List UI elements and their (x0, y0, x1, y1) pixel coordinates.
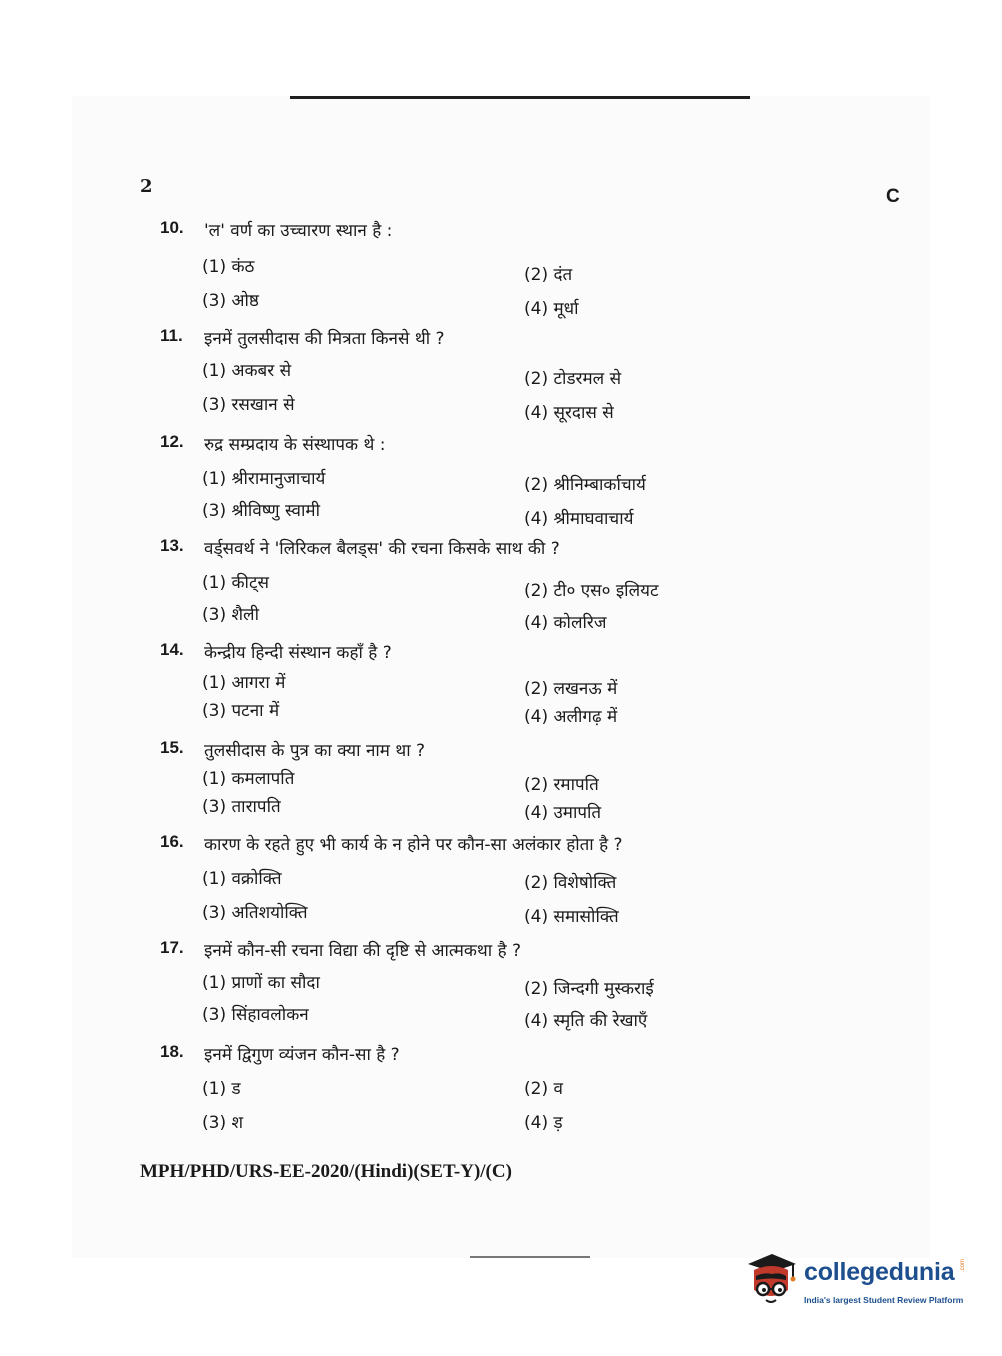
question-text: तुलसीदास के पुत्र का क्या नाम था ? (204, 741, 426, 761)
option-2: (2) जिन्दगी मुस्कराई (524, 979, 654, 999)
collegedunia-watermark[interactable] (742, 1250, 972, 1316)
question-number: 14. (160, 640, 184, 659)
option-4: (4) समासोक्ति (524, 907, 619, 927)
option-4: (4) ड़ (524, 1113, 563, 1133)
question-number: 15. (160, 738, 184, 757)
option-2: (2) दंत (524, 265, 573, 285)
option-3: (3) ओष्ठ (202, 291, 259, 311)
question-number: 16. (160, 832, 184, 851)
set-code: C (886, 186, 900, 207)
brand-tagline: India's largest Student Review Platform (804, 1295, 964, 1305)
exam-sheet (72, 96, 930, 1258)
option-1: (1) वक्रोक्ति (202, 869, 282, 889)
option-1: (1) श्रीरामानुजाचार्य (202, 469, 326, 489)
footer-paper-code: MPH/PHD/URS-EE-2020/(Hindi)(SET-Y)/(C) (140, 1161, 512, 1182)
option-1: (1) प्राणों का सौदा (202, 973, 320, 993)
option-3: (3) शैली (202, 605, 259, 625)
option-2: (2) व (524, 1079, 563, 1099)
question-text: 'ल' वर्ण का उच्चारण स्थान है : (204, 221, 393, 241)
question-text: केन्द्रीय हिन्दी संस्थान कहाँ है ? (204, 643, 392, 663)
student-mascot-icon (742, 1250, 800, 1310)
option-4: (4) सूरदास से (524, 403, 614, 423)
option-2: (2) विशेषोक्ति (524, 873, 617, 893)
option-2: (2) रमापति (524, 775, 599, 795)
option-3: (3) अतिशयोक्ति (202, 903, 308, 923)
option-1: (1) कीट्स (202, 573, 270, 593)
option-4: (4) कोलरिज (524, 613, 607, 633)
option-1: (1) आगरा में (202, 673, 286, 693)
top-rule (290, 96, 750, 99)
option-2: (2) लखनऊ में (524, 679, 618, 699)
question-number: 11. (160, 326, 183, 345)
option-1: (1) अकबर से (202, 361, 292, 381)
option-3: (3) सिंहावलोकन (202, 1005, 309, 1025)
option-1: (1) कंठ (202, 257, 255, 277)
option-2: (2) श्रीनिम्बार्काचार्य (524, 475, 646, 495)
question-text: इनमें कौन-सी रचना विद्या की दृष्टि से आत्मकथा है ? (204, 941, 522, 961)
page-number: 2 (140, 176, 153, 197)
question-number: 13. (160, 536, 184, 555)
option-1: (1) कमलापति (202, 769, 295, 789)
option-4: (4) उमापति (524, 803, 602, 823)
option-3: (3) तारापति (202, 797, 281, 817)
brand-suffix: .com (960, 1258, 966, 1272)
option-4: (4) मूर्धा (524, 299, 579, 319)
question-text: इनमें तुलसीदास की मित्रता किनसे थी ? (204, 329, 445, 349)
option-1: (1) ड (202, 1079, 241, 1099)
option-3: (3) पटना में (202, 701, 280, 721)
option-4: (4) स्मृति की रेखाएँ (524, 1011, 648, 1031)
question-text: इनमें द्विगुण व्यंजन कौन-सा है ? (204, 1045, 400, 1065)
option-4: (4) श्रीमाघवाचार्य (524, 509, 634, 529)
question-text: वर्ड्सवर्थ ने 'लिरिकल बैलड्स' की रचना किसके साथ की ? (204, 539, 560, 559)
option-2: (2) टी० एस० इलियट (524, 581, 659, 601)
option-3: (3) श (202, 1113, 244, 1133)
question-number: 10. (160, 218, 184, 237)
question-number: 12. (160, 432, 184, 451)
question-number: 17. (160, 938, 184, 957)
question-number: 18. (160, 1042, 184, 1061)
brand-name: collegedunia (804, 1258, 955, 1286)
option-2: (2) टोडरमल से (524, 369, 622, 389)
question-text: रुद्र सम्प्रदाय के संस्थापक थे : (204, 435, 386, 455)
option-3: (3) रसखान से (202, 395, 295, 415)
option-4: (4) अलीगढ़ में (524, 707, 618, 727)
option-3: (3) श्रीविष्णु स्वामी (202, 501, 320, 521)
bottom-rule (470, 1256, 590, 1258)
question-text: कारण के रहते हुए भी कार्य के न होने पर कौन-सा अलंकार होता है ? (204, 835, 623, 855)
